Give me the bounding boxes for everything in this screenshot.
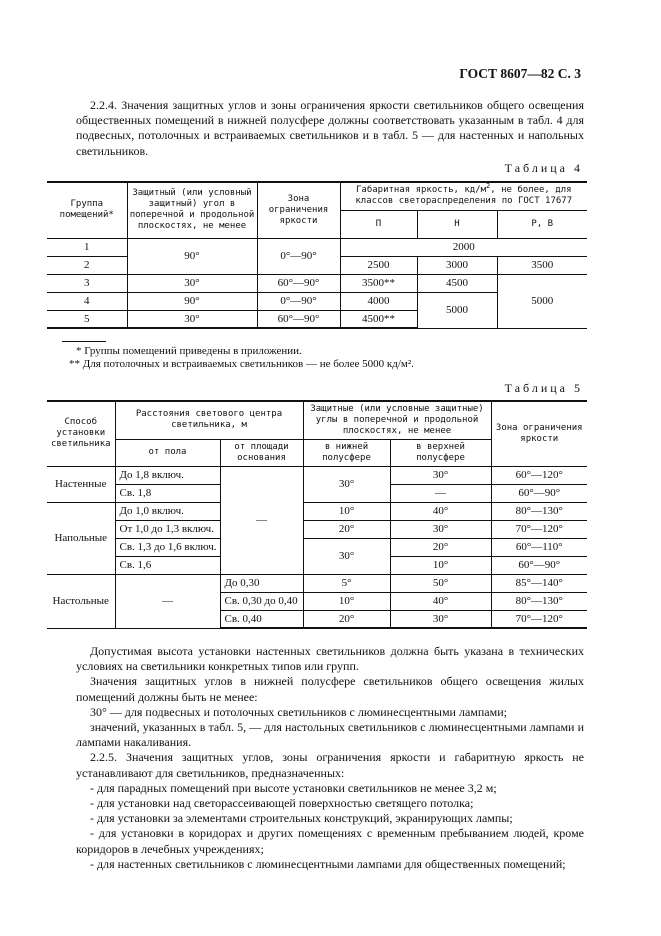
page-header: ГОСТ 8607—82 С. 3 — [459, 66, 581, 81]
body-paragraph: Допустимая высота установки настенных светильников должна быть указана в технических условиях на светильники конкретных типов или групп. — [76, 644, 584, 674]
table-cell: 2 — [47, 256, 127, 274]
table-cell: Св. 1,3 до 1,6 включ. — [115, 538, 220, 556]
table-cell: 30° — [127, 274, 257, 292]
footnote-1: * Группы помещений приведены в приложении. — [76, 345, 302, 357]
table5-caption: Таблица 5 — [504, 381, 583, 395]
table-cell: 30° — [390, 466, 491, 484]
table-cell: 60°—90° — [257, 274, 340, 292]
table-cell: 3000 — [417, 256, 497, 274]
table-cell: — — [390, 484, 491, 502]
table-4 — [47, 181, 587, 329]
t5-group-wall: Настенные — [47, 466, 115, 502]
t5-head-upper: в верхней полусфере — [390, 439, 491, 466]
table-cell: Св. 1,8 — [115, 484, 220, 502]
table-cell: 4500 — [417, 274, 497, 292]
table-cell: Св. 0,30 до 0,40 — [220, 592, 303, 610]
table-cell: 40° — [390, 502, 491, 520]
table-5 — [47, 400, 587, 629]
intro-text: 2.2.4. Значения защитных углов и зоны ограничения яркости светильников общего освещения общественных помещений в нижней полусфере должны соответствовать указанным в табл. 4 для подвесных, потолочных и встраиваемых светильников и в табл. 5 — для настенных и напольных светильников. — [76, 98, 584, 158]
t5-head-distance: Расстояния светового центра светильника, м — [115, 401, 303, 439]
list-item: - для установки над светорассеивающей поверхностью светящего потолка; — [90, 796, 474, 811]
body-paragraph: Значения защитных углов в нижней полусфере светильников общего освещения жилых помещений должны быть не менее: — [76, 674, 584, 704]
table-cell: 4000 — [340, 292, 417, 310]
footnote-2: ** Для потолочных и встраиваемых светильников — не более 5000 кд/м². — [69, 358, 414, 370]
t5-head-method: Способ установки светильника — [47, 401, 115, 466]
table-cell: 3500 — [497, 256, 587, 274]
table-cell: 85°—140° — [491, 574, 587, 592]
table-cell: 80°—130° — [491, 502, 587, 520]
t4-head-zone: Зона ограничения яркости — [257, 182, 340, 238]
t5-head-zone: Зона ограничения яркости — [491, 401, 587, 466]
table-cell: 70°—120° — [491, 610, 587, 628]
t4-head-p: П — [340, 210, 417, 238]
body-paragraph: значений, указанных в табл. 5, — для настольных светильников с люминесцентными лампами и лампами накаливания. — [76, 720, 584, 750]
table-cell: 4 — [47, 292, 127, 310]
table-cell: 5 — [47, 310, 127, 328]
table-cell: 1 — [47, 238, 127, 256]
t5-head-lower: в нижней полусфере — [303, 439, 390, 466]
table-cell: 10° — [303, 502, 390, 520]
t5-head-floor: от пола — [115, 439, 220, 466]
table-cell: От 1,0 до 1,3 включ. — [115, 520, 220, 538]
table-cell: 30° — [303, 538, 390, 574]
t5-head-base: от площади основания — [220, 439, 303, 466]
table-cell: 90° — [127, 292, 257, 310]
table-cell: Св. 0,40 — [220, 610, 303, 628]
table-cell: До 1,8 включ. — [115, 466, 220, 484]
table-cell: 60°—90° — [491, 484, 587, 502]
t4-head-angle: Защитный (или условный защитный) угол в поперечной и продольной плоскостях, не менее — [127, 182, 257, 238]
t4-head-brightness: Габаритная яркость, $кд/м^2$, не более, для классов светораспределения по ГОСТ 17677 — [340, 182, 587, 210]
table-cell: 2500 — [340, 256, 417, 274]
list-item: - для установки за элементами строительных конструкций, экранирующих лампы; — [90, 811, 513, 826]
table-cell: 4500** — [340, 310, 417, 328]
t4-head-n: Н — [417, 210, 497, 238]
table-cell: 40° — [390, 592, 491, 610]
table-cell: — — [115, 574, 220, 628]
table-cell: 80°—130° — [491, 592, 587, 610]
body-paragraph: 2.2.5. Значения защитных углов, зоны ограничения яркости и габаритную яркость не устанавливают для светильников, предназначенных: — [76, 750, 584, 780]
table-cell: 20° — [390, 538, 491, 556]
table-cell: 60°—120° — [491, 466, 587, 484]
table-cell: 30° — [390, 610, 491, 628]
table-cell: 20° — [303, 610, 390, 628]
table-cell: 30° — [127, 310, 257, 328]
table-cell: 10° — [390, 556, 491, 574]
table-cell: 5° — [303, 574, 390, 592]
body-paragraph: 30° — для подвесных и потолочных светильников с люминесцентными лампами; — [90, 704, 507, 719]
table-cell: 0°—90° — [257, 238, 340, 274]
table-cell: 90° — [127, 238, 257, 274]
table-cell: 20° — [303, 520, 390, 538]
table-cell: До 0,30 — [220, 574, 303, 592]
t4-head-rv: Р, В — [497, 210, 587, 238]
table-cell: 30° — [303, 466, 390, 502]
table-cell: 30° — [390, 520, 491, 538]
table-cell: — — [220, 466, 303, 574]
t5-head-angles: Защитные (или условные защитные) углы в поперечной и продольной плоскостях, не менее — [303, 401, 491, 439]
table-cell: 10° — [303, 592, 390, 610]
table-cell: 0°—90° — [257, 292, 340, 310]
table-cell: 60°—90° — [257, 310, 340, 328]
table-cell: 3 — [47, 274, 127, 292]
table-cell: 60°—110° — [491, 538, 587, 556]
table-cell: 60°—90° — [491, 556, 587, 574]
intro-paragraph — [76, 98, 584, 159]
list-item: - для настенных светильников с люминесцентными лампами для общественных помещений; — [90, 856, 566, 871]
table-cell: 5000 — [417, 292, 497, 328]
table-cell: 50° — [390, 574, 491, 592]
table-cell: 3500** — [340, 274, 417, 292]
list-item: - для установки в коридорах и других помещениях с временным пребыванием людей, кроме коридоров в лечебных учреждениях; — [76, 826, 584, 856]
table-cell: До 1,0 включ. — [115, 502, 220, 520]
list-item: - для парадных помещений при высоте установки светильников не менее 3,2 м; — [90, 780, 497, 795]
footnote-divider — [62, 341, 106, 342]
table-cell: 70°—120° — [491, 520, 587, 538]
t4-head-group: Группа помещений* — [47, 182, 127, 238]
table-cell: Св. 1,6 — [115, 556, 220, 574]
t5-group-floor: Напольные — [47, 502, 115, 574]
table4-caption: Таблица 4 — [504, 161, 583, 175]
body-text — [76, 644, 584, 872]
table-cell: 2000 — [340, 238, 587, 256]
table-cell: 5000 — [497, 274, 587, 328]
t5-group-table: Настольные — [47, 574, 115, 628]
